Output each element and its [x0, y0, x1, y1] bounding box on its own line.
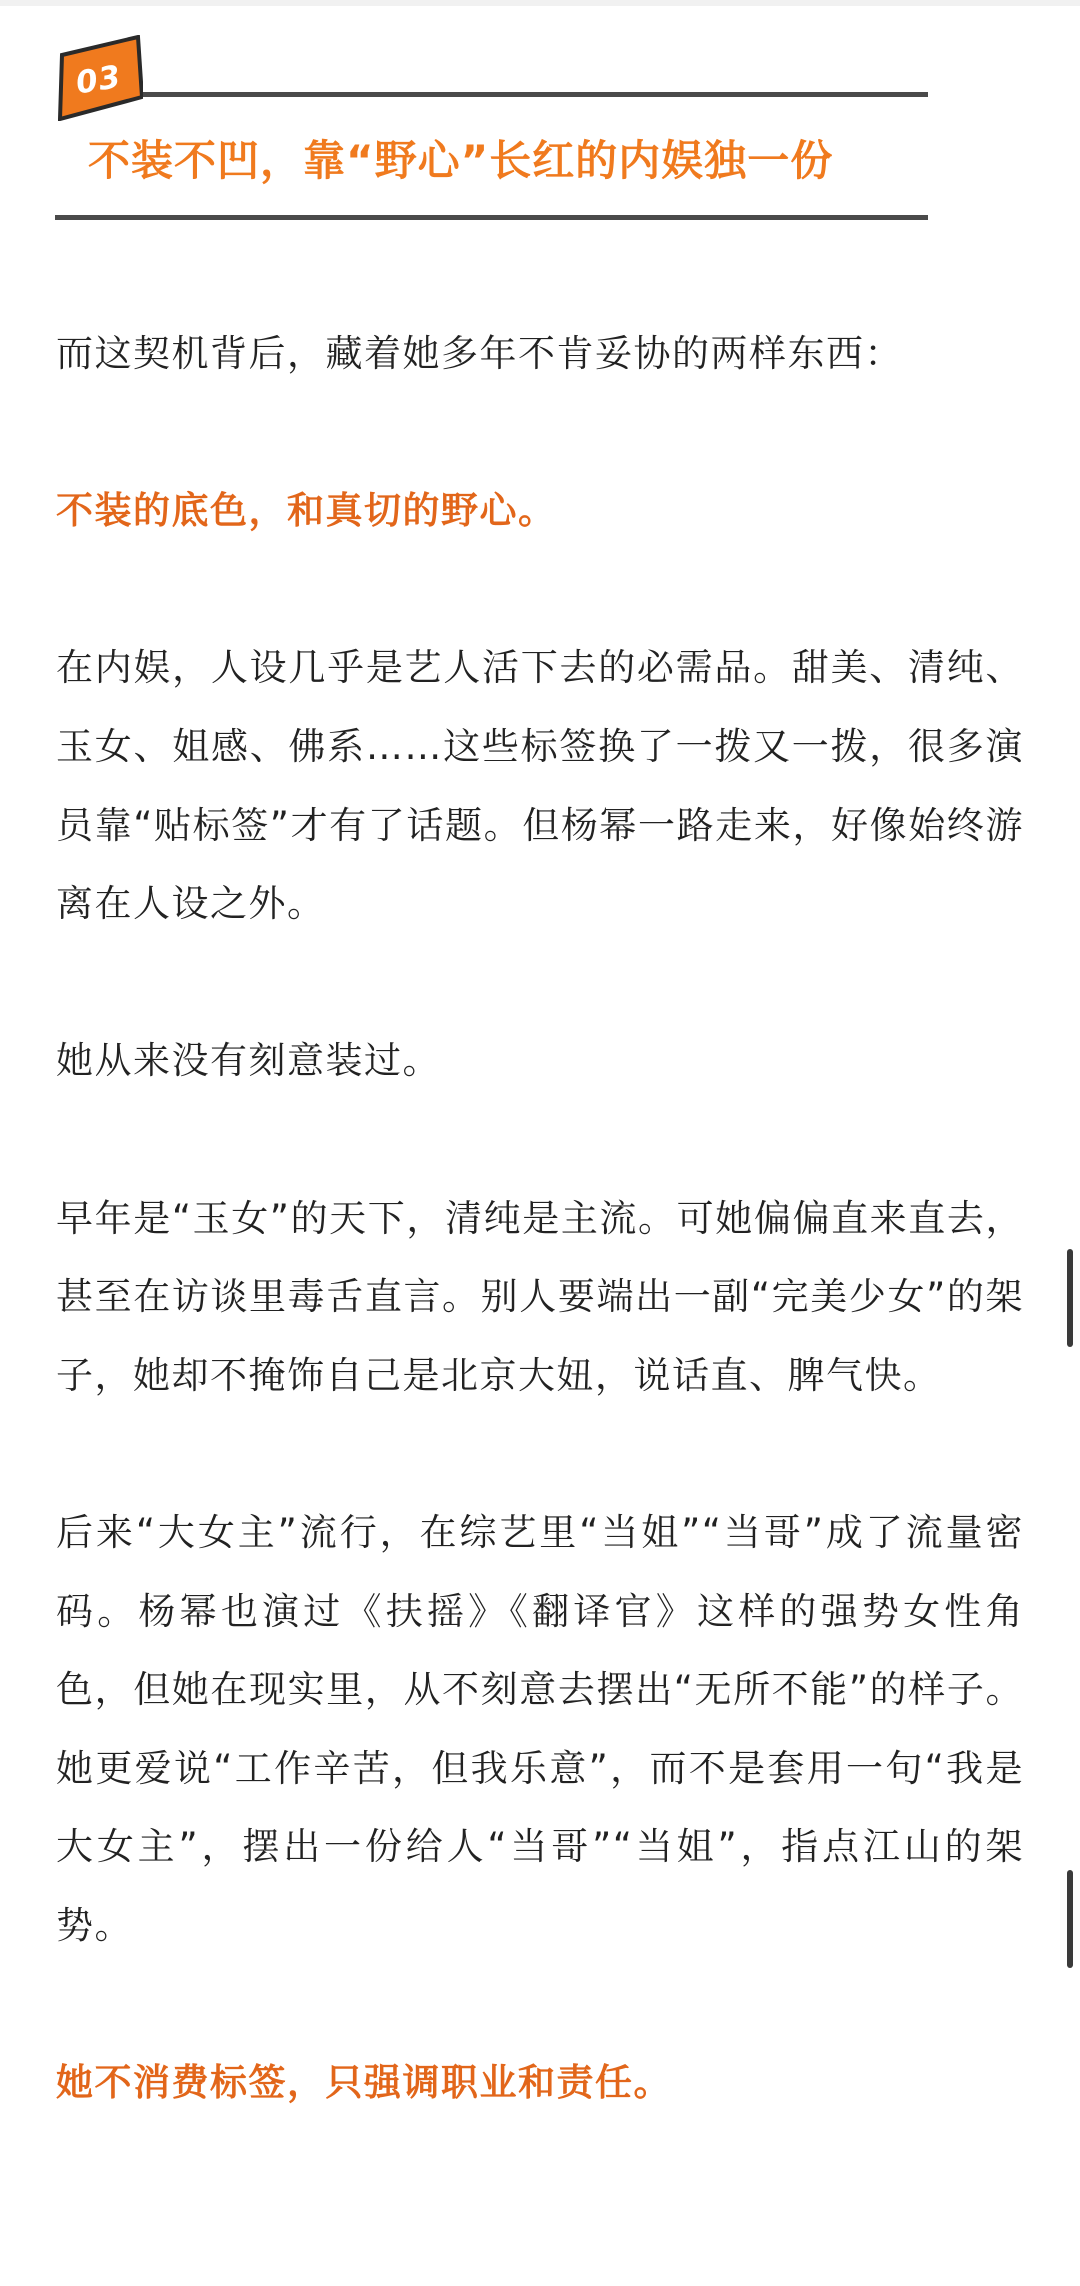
header-rule-bottom	[55, 215, 928, 220]
paragraph: 后来“大女主”流行，在综艺里“当姐”“当哥”成了流量密码。杨幂也演过《扶摇》《翻译官》这样的强势女性角色，但她在现实里，从不刻意去摆出“无所不能”的样子。她更爱说“工作辛苦，但我乐意”，而不是套用一句“我是大女主”，摆出一份给人“当哥”“当姐”，指点江山的架势。	[56, 1510, 1024, 1947]
section-number-badge	[58, 35, 143, 121]
section-header	[0, 0, 1080, 240]
highlight-paragraph: 不装的底色，和真切的野心。	[56, 489, 557, 533]
section-title: 不装不凹，靠“野心”长红的内娱独一份	[88, 136, 834, 185]
scrollbar-thumb[interactable]	[1067, 1870, 1073, 1968]
article-body	[56, 315, 1024, 2123]
paragraph-gap	[56, 1965, 1024, 2044]
paragraph: 在内娱，人设几乎是艺人活下去的必需品。甜美、清纯、玉女、姐感、佛系……这些标签换了一拨又一拨，很多演员靠“贴标签”才有了话题。但杨幂一路走来，好像始终游离在人设之外。	[56, 646, 1024, 926]
paragraph: 而这契机背后，藏着她多年不肯妥协的两样东西：	[56, 332, 903, 375]
paragraph-gap	[56, 944, 1024, 1023]
paragraph-gap	[56, 394, 1024, 473]
section-number: 03	[73, 58, 124, 102]
header-rule-top	[143, 92, 928, 97]
highlight-paragraph: 她不消费标签，只强调职业和责任。	[56, 2061, 672, 2105]
paragraph-gap	[56, 551, 1024, 630]
paragraph-gap	[56, 1415, 1024, 1494]
paragraph-gap	[56, 1101, 1024, 1180]
paragraph: 早年是“玉女”的天下，清纯是主流。可她偏偏直来直去，甚至在访谈里毒舌直言。别人要端出一副“完美少女”的架子，她却不掩饰自己是北京大妞，说话直、脾气快。	[56, 1196, 1024, 1397]
paragraph: 她从来没有刻意装过。	[56, 1039, 441, 1083]
scrollbar-thumb[interactable]	[1067, 1249, 1073, 1347]
